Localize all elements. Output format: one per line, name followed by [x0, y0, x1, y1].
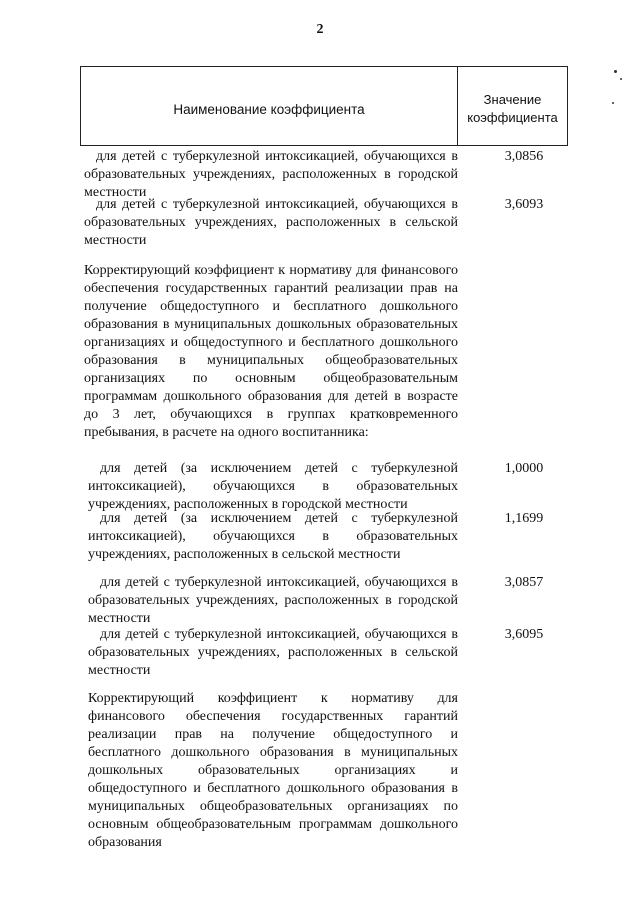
- header-name-column: Наименование коэффициента: [81, 67, 458, 145]
- scan-speck: [612, 102, 614, 104]
- coefficient-paragraph: Корректирующий коэффициент к нормативу для финансового обеспечения государственных гарантий реализации прав на получение общедоступного и бесплатного дошкольного образования в муниципальных дошкольных образовательных организациях и общедоступного и бесплатного дошкольного образования в муниципальных общеобразовательных организациях по основным общеобразовательным программам дошкольного образования: [88, 691, 458, 850]
- row-value: 1,1699: [504, 511, 544, 526]
- row-text: для детей (за исключением детей с туберкулезной интоксикацией), обучающихся в образовательных учреждениях, расположенных в сельской местности: [88, 511, 458, 562]
- row-text: для детей с туберкулезной интоксикацией, обучающихся в образовательных учреждениях, расположенных в городской местности: [84, 149, 458, 200]
- row-text: для детей (за исключением детей с туберкулезной интоксикацией), обучающихся в образовательных учреждениях, расположенных в городской местности: [88, 461, 458, 512]
- header-value-column: [458, 67, 567, 145]
- header-value-line1: Значение: [483, 92, 542, 107]
- row-value: 3,0857: [504, 575, 544, 590]
- row-value: 3,6095: [504, 627, 544, 642]
- row-value: 3,6093: [504, 197, 544, 212]
- page-number: 2: [316, 22, 324, 37]
- header-value-line2: коэффициента: [467, 110, 558, 125]
- coefficient-paragraph: Корректирующий коэффициент к нормативу для финансового обеспечения государственных гарантий реализации прав на получение общедоступного и бесплатного дошкольного образования в муниципальных дошкольных образовательных организациях и общедоступного и бесплатного дошкольного образования в муниципальных общеобразовательных организациях по основным общеобразовательным программам дошкольного образования для детей в возрасте до 3 лет, обучающихся в группах кратковременного пребывания, в расчете на одного воспитанника:: [84, 263, 458, 440]
- row-text: для детей с туберкулезной интоксикацией, обучающихся в образовательных учреждениях, расположенных в сельской местности: [84, 197, 458, 248]
- table-header: [80, 66, 568, 146]
- row-value: 3,0856: [504, 149, 544, 164]
- row-text: для детей с туберкулезной интоксикацией, обучающихся в образовательных учреждениях, расположенных в городской местности: [88, 575, 458, 626]
- scan-speck: [620, 78, 622, 80]
- scan-speck: [614, 70, 617, 73]
- row-text: для детей с туберкулезной интоксикацией, обучающихся в образовательных учреждениях, расположенных в сельской местности: [88, 627, 458, 678]
- row-value: 1,0000: [504, 461, 544, 476]
